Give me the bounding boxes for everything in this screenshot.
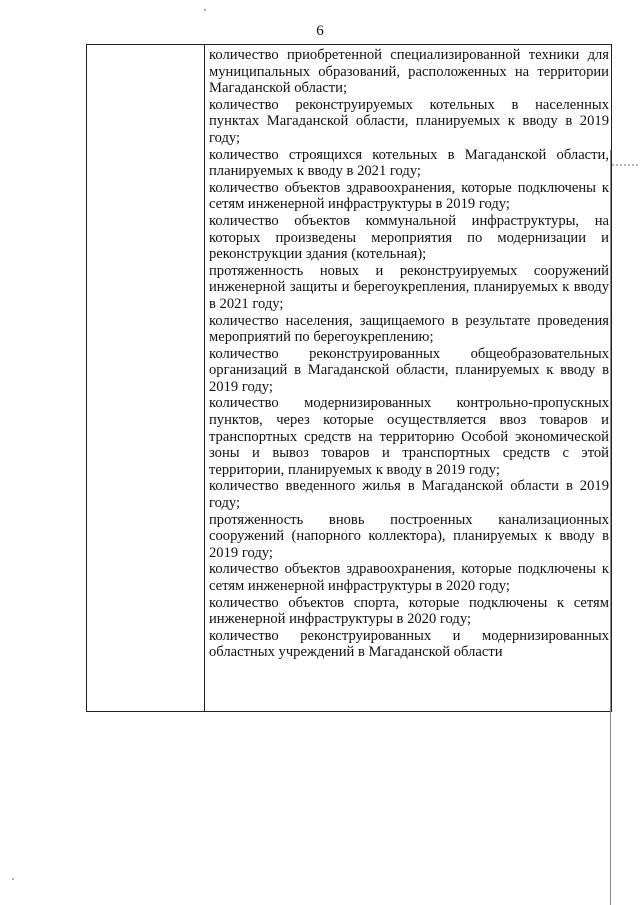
indicator-item: количество реконструированных и модернизированных областных учреждений в Магаданской области [209,627,609,661]
indicator-item: количество населения, защищаемого в результате проведения мероприятий по берегоукреплению; [209,312,609,346]
indicator-item: количество объектов здравоохранения, которые подключены к сетям инженерной инфраструктуры в 2020 году; [209,561,609,594]
left-empty-cell [87,45,205,712]
indicator-list-cell [205,45,612,712]
scan-smudge [612,164,638,166]
indicator-item: количество модернизированных контрольно-пропускных пунктов, через которые осуществляется ввоз товаров и транспортных средств на территорию Особой экономической зоны и вывоз товаров и транспортных средств с этой территории, планируемых к вводу в 2019 году; [209,395,609,478]
indicator-table [86,44,612,712]
indicator-item: количество объектов здравоохранения, которые подключены к сетям инженерной инфраструктуры в 2019 году; [209,179,609,213]
indicator-item: протяженность новых и реконструируемых сооружений инженерной защиты и берегоукрепления, планируемых к вводу в 2021 году; [209,262,609,312]
indicator-item: количество объектов спорта, которые подключены к сетям инженерной инфраструктуры в 2020 году; [209,594,609,628]
indicator-item: протяженность вновь построенных канализационных сооружений (напорного коллектора), планируемых к вводу в 2019 году; [209,511,609,561]
indicator-item: количество объектов коммунальной инфраструктуры, на которых произведены мероприятия по модернизации и реконструкции здания (котельная); [209,212,609,263]
scan-edge-line [610,150,611,905]
indicator-item: количество реконструируемых котельных в населенных пунктах Магаданской области, планируемых к вводу в 2019 году; [209,96,609,146]
indicator-item: количество строящихся котельных в Магаданской области, планируемых к вводу в 2021 году; [209,146,609,180]
indicator-item: количество приобретенной специализированной техники для муниципальных образований, расположенных на территории Магаданской области; [209,47,609,97]
scan-speck [204,9,206,11]
scan-speck [12,878,14,880]
table-row [87,45,612,712]
page-number: 6 [316,23,324,39]
indicator-item: количество реконструированных общеобразовательных организаций в Магаданской области, планируемых к вводу в 2019 году; [209,345,609,395]
indicator-item: количество введенного жилья в Магаданской области в 2019 году; [209,478,609,512]
